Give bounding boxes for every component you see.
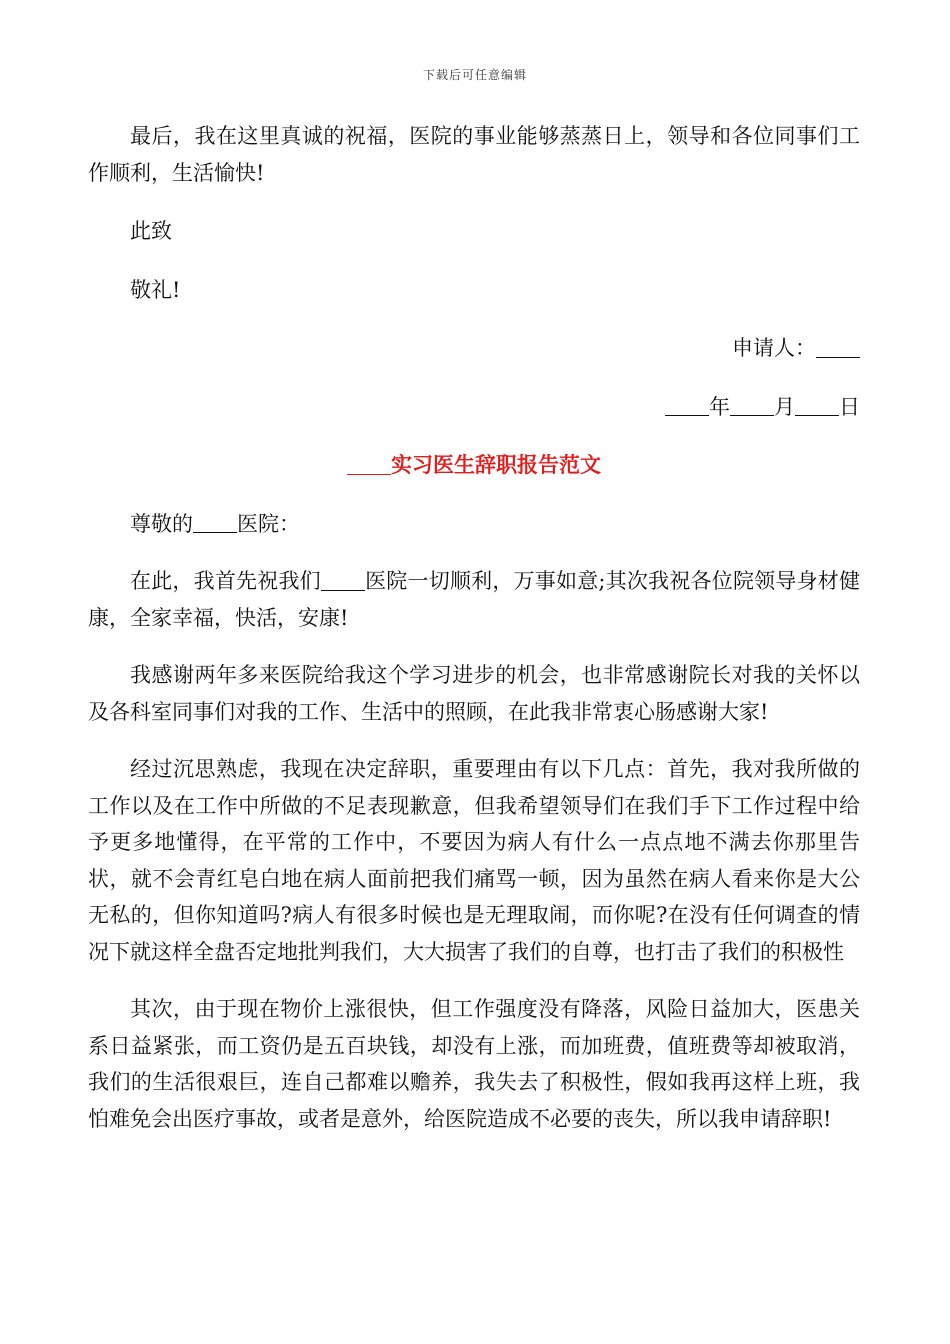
greeting-line: [88, 506, 860, 543]
article-title: [88, 447, 860, 484]
applicant-label: 申请人：: [732, 336, 816, 360]
article-title-text: 实习医生辞职报告范文: [391, 452, 601, 477]
date-line: [88, 389, 860, 426]
date-month-label: 月: [774, 394, 795, 419]
closing-blessing: 最后，我在这里真诚的祝福，医院的事业能够蒸蒸日上，领导和各位同事们工作顺利，生活愉快!: [88, 124, 860, 185]
greeting-suffix: 医院：: [237, 511, 300, 536]
paragraph-thanks: 我感谢两年多来医院给我这个学习进步的机会，也非常感谢院长对我的关怀以及各科室同事们对我的工作、生活中的照顾，在此我非常衷心肠感谢大家!: [88, 663, 860, 724]
day-blank: [795, 394, 839, 416]
paragraph-reason-1: 经过沉思熟虑，我现在决定辞职，重要理由有以下几点：首先，我对我所做的工作以及在工作中所做的不足表现歉意，但我希望领导们在我们手下工作过程中给予更多地懂得，在平常的工作中，不要因为病人有什么一点点地不满去你那里告状，就不会青红皂白地在病人面前把我们痛骂一顿，因为虽然在病人看来你是大公无私的，但你知道吗?病人有很多时候也是无理取闹，而你呢?在没有任何调查的情况下就这样全盘否定地批判我们，大大损害了我们的自尊，也打击了我们的积极性: [88, 757, 860, 964]
document-body: [88, 118, 860, 1137]
salutation-ci-zhi: 此致: [130, 219, 172, 243]
month-blank: [730, 394, 774, 416]
date-year-label: 年: [709, 394, 730, 419]
hospital-name-blank: [193, 511, 237, 533]
applicant-line: [88, 330, 860, 367]
header-note: 下载后可任意编辑: [422, 68, 527, 82]
salutation-jing-li: 敬礼!: [130, 277, 181, 302]
title-blank: [347, 453, 391, 475]
paragraph-wishes: [88, 563, 860, 636]
paragraph-reason-2: 其次，由于现在物价上涨很快，但工作强度没有降落，风险日益加大，医患关系日益紧张，而工资仍是五百块钱，却没有上涨，而加班费，值班费等却被取消，我们的生活很艰巨，连自己都难以赡养，我失去了积极性，假如我再这样上班，我怕难免会出医疗事故，或者是意外，给医院造成不必要的丧失，所以我申请辞职!: [88, 997, 860, 1131]
applicant-blank: [816, 336, 860, 358]
wishes-suffix: 医院一切顺利，万事如意;其次我祝各位院领导身材健康，全家幸福，快活，安康!: [88, 569, 860, 630]
date-day-label: 日: [839, 394, 860, 419]
hospital-name-blank-2: [321, 569, 365, 591]
year-blank: [665, 394, 709, 416]
greeting-prefix: 尊敬的: [130, 511, 193, 536]
wishes-prefix: 在此，我首先祝我们: [130, 569, 321, 593]
